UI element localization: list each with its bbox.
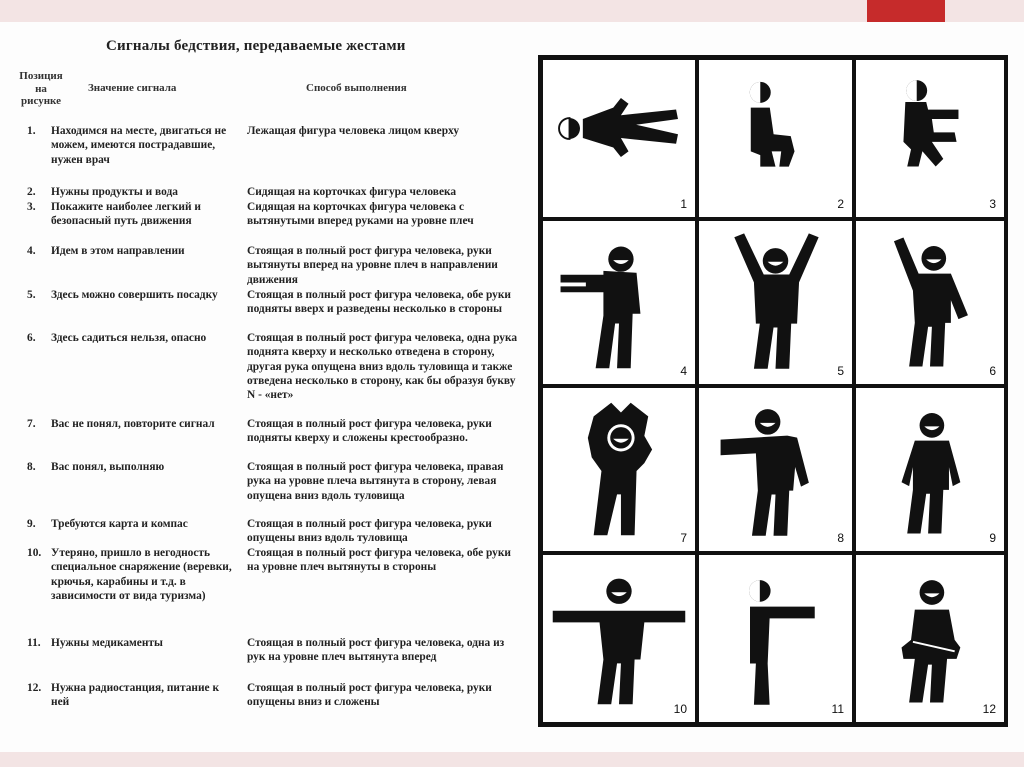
row-method: Стоящая в полный рост фигура человека, обе руки подняты вверх и разведены несколько в стороны — [247, 289, 511, 316]
figure-cell-10 — [541, 553, 697, 724]
row-method: Сидящая на корточках фигура человека — [247, 186, 457, 198]
row-method: Стоящая в полный рост фигура человека, руки опущены вниз и сложены — [247, 682, 492, 709]
human-figure-icon — [856, 221, 1004, 384]
figure-number: 5 — [837, 364, 844, 378]
row-method: Сидящая на корточках фигура человека с вытянутыми вперед руками на уровне плеч — [247, 201, 474, 228]
row-method: Стоящая в полный рост фигура человека, одна из рук на уровне плеч вытянута вперед — [247, 637, 505, 664]
figure-cell-12 — [854, 553, 1006, 724]
row-method: Стоящая в полный рост фигура человека, руки подняты кверху и сложены крестообразно. — [247, 418, 492, 445]
row-number: 12. — [27, 682, 42, 694]
row-meaning: Покажите наиболее легкий и безопасный путь движения — [51, 201, 201, 228]
row-meaning: Здесь садиться нельзя, опасно — [51, 332, 207, 344]
row-meaning: Идем в этом направлении — [51, 245, 185, 257]
header-position: Позиция на рисунке — [19, 70, 63, 107]
row-meaning: Нужна радиостанция, питание к ней — [51, 682, 220, 709]
figure-cell-4 — [541, 219, 697, 386]
figure-number: 9 — [989, 531, 996, 545]
row-number: 1. — [27, 125, 36, 137]
human-figure-icon — [543, 221, 695, 384]
row-number: 2. — [27, 186, 36, 198]
row-number: 4. — [27, 245, 36, 257]
figure-cell-7 — [541, 386, 697, 553]
figure-number: 7 — [680, 531, 687, 545]
human-figure-icon — [543, 555, 695, 722]
row-number: 7. — [27, 418, 36, 430]
figure-cell-8 — [697, 386, 854, 553]
page-title: Сигналы бедствия, передаваемые жестами — [106, 38, 406, 54]
human-figure-icon — [856, 555, 1004, 722]
row-meaning: Нужны медикаменты — [51, 637, 163, 649]
row-meaning: Нужны продукты и вода — [51, 186, 178, 198]
row-meaning: Здесь можно совершить посадку — [51, 289, 218, 301]
row-method: Лежащая фигура человека лицом кверху — [247, 125, 460, 137]
accent-bar — [867, 0, 945, 22]
human-figure-icon — [699, 555, 852, 722]
figure-number: 11 — [831, 702, 844, 716]
row-number: 11. — [27, 637, 41, 649]
row-number: 5. — [27, 289, 36, 301]
figure-cell-11 — [697, 553, 854, 724]
header-meaning: Значение сигнала — [88, 82, 177, 94]
human-figure-icon — [856, 60, 1004, 217]
row-meaning: Находимся на месте, двигаться не можем, имеются пострадавшие, нужен врач — [51, 125, 227, 166]
row-meaning: Вас понял, выполняю — [51, 461, 165, 473]
figure-number: 3 — [989, 197, 996, 211]
figures-grid — [538, 55, 1008, 727]
figure-number: 4 — [680, 364, 687, 378]
human-figure-icon — [699, 221, 852, 384]
human-figure-icon — [543, 388, 695, 551]
figure-number: 2 — [837, 197, 844, 211]
row-number: 6. — [27, 332, 36, 344]
figure-number: 10 — [673, 702, 687, 716]
row-method: Стоящая в полный рост фигура человека, одна рука поднята кверху и несколько отведена в сторону, другая рука опущена вниз вдоль туловища и также отведена несколько в сторону, как бы образуя букву N - «нет» — [247, 332, 518, 402]
row-method: Стоящая в полный рост фигура человека, руки вытянуты вперед на уровне плеч в направлении движения — [247, 245, 498, 286]
figure-number: 1 — [680, 197, 687, 211]
row-method: Стоящая в полный рост фигура человека, правая рука на уровне плеча вытянута в сторону, левая опущена вниз вдоль туловища — [247, 461, 504, 502]
figure-cell-5 — [697, 219, 854, 386]
row-number: 8. — [27, 461, 36, 473]
figure-number: 6 — [989, 364, 996, 378]
figure-cell-6 — [854, 219, 1006, 386]
header-method: Способ выполнения — [306, 82, 407, 94]
row-number: 3. — [27, 201, 36, 213]
human-figure-icon — [699, 60, 852, 217]
row-method: Стоящая в полный рост фигура человека, руки опущены вниз вдоль туловища — [247, 518, 492, 545]
row-method: Стоящая в полный рост фигура человека, обе руки на уровне плеч вытянуты в стороны — [247, 547, 511, 574]
row-meaning: Утеряно, пришло в негодность специальное снаряжение (веревки, крючья, карабины и т.д. в зависимости от вида туризма) — [51, 547, 232, 602]
row-meaning: Требуются карта и компас — [51, 518, 188, 530]
figure-cell-2 — [697, 58, 854, 219]
figure-cell-1 — [541, 58, 697, 219]
figure-number: 12 — [982, 702, 996, 716]
row-meaning: Вас не понял, повторите сигнал — [51, 418, 215, 430]
row-number: 10. — [27, 547, 42, 559]
figure-cell-9 — [854, 386, 1006, 553]
human-figure-icon — [699, 388, 852, 551]
row-number: 9. — [27, 518, 36, 530]
human-figure-icon — [543, 60, 695, 217]
figure-number: 8 — [837, 531, 844, 545]
human-figure-icon — [856, 388, 1004, 551]
figure-cell-3 — [854, 58, 1006, 219]
